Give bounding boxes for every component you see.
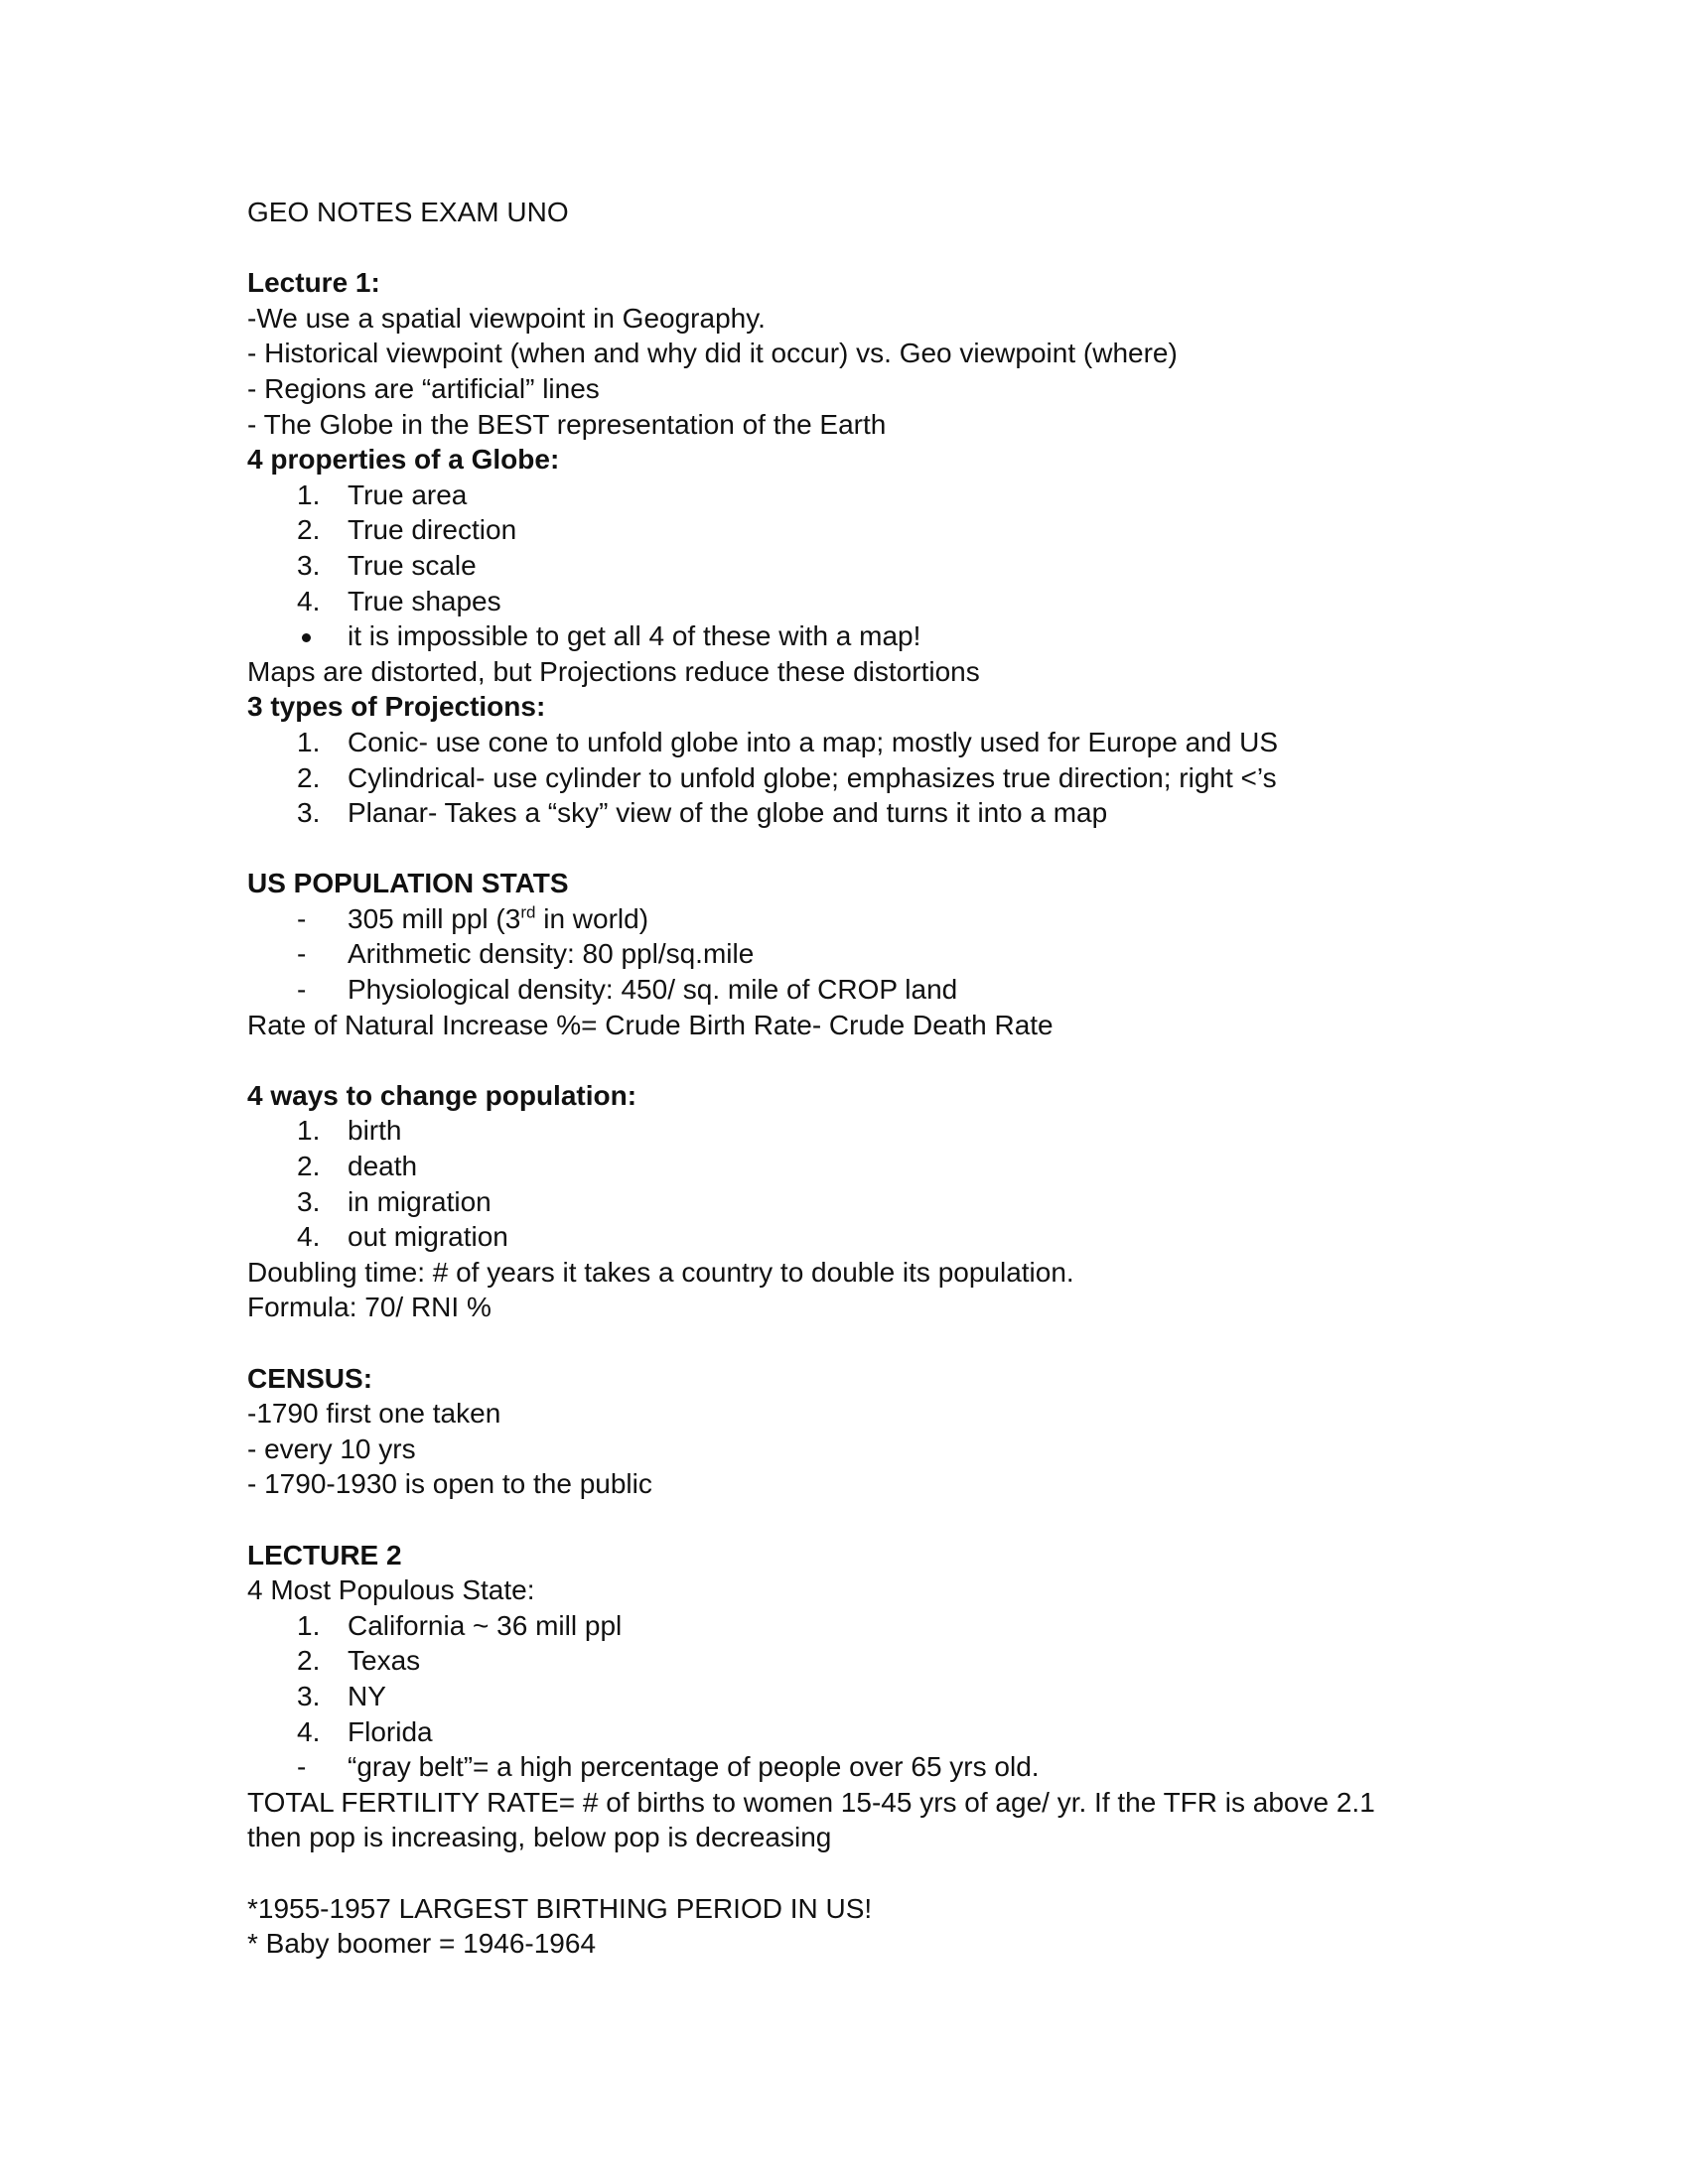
census-line: - every 10 yrs (247, 1433, 416, 1464)
list-item (247, 1608, 1488, 1644)
dash-marker: - (297, 902, 307, 934)
list-number: 1. (297, 726, 321, 757)
spacer (247, 831, 1488, 867)
us-population-heading: US POPULATION STATS (247, 868, 569, 899)
document-title: GEO NOTES EXAM UNO (247, 197, 569, 227)
census-line: - 1790-1930 is open to the public (247, 1468, 652, 1500)
bullet-icon (297, 618, 333, 654)
spacer (247, 230, 1488, 266)
population-change-way: death (348, 1151, 418, 1182)
census-heading: CENSUS: (247, 1362, 373, 1394)
projection-type: Conic- use cone to unfold globe into a map; mostly used for Europe and US (348, 726, 1278, 757)
bullet-item (247, 618, 1488, 654)
lecture1-line: - Historical viewpoint (when and why did it occur) vs. Geo viewpoint (where) (247, 338, 1178, 369)
lecture1-heading: Lecture 1: (247, 267, 380, 299)
list-number: 4. (297, 585, 321, 616)
stat-text: 305 mill ppl (3 (348, 902, 521, 934)
population-stat: Physiological density: 450/ sq. mile of CROP land (348, 974, 958, 1006)
state-item: Florida (348, 1715, 433, 1747)
list-number: 2. (297, 1151, 321, 1182)
population-change-way: out migration (348, 1221, 508, 1253)
tfr-line: TOTAL FERTILITY RATE= # of births to women 15-45 yrs of age/ yr. If the TFR is above 2.1 (247, 1786, 1375, 1818)
populous-heading: 4 Most Populous State: (247, 1574, 535, 1606)
globe-property: True direction (348, 514, 517, 546)
population-change-way: birth (348, 1115, 402, 1147)
gray-belt-note: “gray belt”= a high percentage of people over 65 yrs old. (348, 1751, 1040, 1783)
spacer (247, 1855, 1488, 1891)
projection-type: Planar- Takes a “sky” view of the globe and turns it into a map (348, 797, 1108, 829)
globe-property: True shapes (348, 585, 501, 616)
list-item (247, 478, 1488, 513)
list-item (247, 1643, 1488, 1679)
list-item (247, 512, 1488, 548)
birthing-period-line: *1955-1957 LARGEST BIRTHING PERIOD IN US! (247, 1892, 873, 1924)
baby-boomer-line: * Baby boomer = 1946-1964 (247, 1928, 597, 1960)
dash-marker: - (297, 974, 307, 1006)
list-number: 4. (297, 1221, 321, 1253)
spacer (247, 1042, 1488, 1078)
globe-property: True scale (348, 549, 477, 581)
dash-marker: - (297, 1751, 307, 1783)
lecture1-line: - The Globe in the BEST representation of the Earth (247, 408, 887, 440)
formula-line: Formula: 70/ RNI % (247, 1292, 492, 1323)
state-item: NY (348, 1680, 386, 1711)
list-number: 4. (297, 1715, 321, 1747)
lecture1-line: - Regions are “artificial” lines (247, 372, 600, 404)
rni-line: Rate of Natural Increase %= Crude Birth Rate- Crude Death Rate (247, 1009, 1054, 1040)
list-number: 1. (297, 1609, 321, 1641)
list-item (247, 725, 1488, 760)
list-number: 1. (297, 478, 321, 510)
list-item (247, 1149, 1488, 1184)
lecture1-line: -We use a spatial viewpoint in Geography. (247, 302, 766, 334)
list-number: 1. (297, 1115, 321, 1147)
list-item (247, 584, 1488, 619)
maps-line: Maps are distorted, but Projections reduce these distortions (247, 655, 980, 687)
list-item (247, 972, 1488, 1008)
list-item (247, 1113, 1488, 1149)
state-item: California ~ 36 mill ppl (348, 1609, 623, 1641)
census-line: -1790 first one taken (247, 1398, 501, 1430)
dash-marker: - (297, 938, 307, 970)
globe-note: it is impossible to get all 4 of these with a map! (348, 620, 921, 652)
ordinal-suffix: rd (520, 902, 536, 922)
list-item (247, 1714, 1488, 1750)
list-item (247, 1219, 1488, 1255)
change-population-heading: 4 ways to change population: (247, 1079, 637, 1111)
list-number: 2. (297, 1645, 321, 1677)
list-number: 3. (297, 1185, 321, 1217)
spacer (247, 1502, 1488, 1538)
list-number: 3. (297, 549, 321, 581)
state-item: Texas (348, 1645, 421, 1677)
population-stat (348, 901, 648, 937)
notes-page (247, 195, 1488, 1962)
population-change-way: in migration (348, 1185, 492, 1217)
list-item (247, 936, 1488, 972)
spacer (247, 1325, 1488, 1361)
globe-property: True area (348, 478, 468, 510)
list-number: 3. (297, 797, 321, 829)
lecture2-heading: LECTURE 2 (247, 1539, 402, 1570)
list-number: 3. (297, 1680, 321, 1711)
projection-type: Cylindrical- use cylinder to unfold globe; emphasizes true direction; right <’s (348, 761, 1277, 793)
list-item (247, 901, 1488, 937)
list-item (247, 1184, 1488, 1220)
tfr-line: then pop is increasing, below pop is decreasing (247, 1822, 832, 1853)
list-item (247, 760, 1488, 796)
population-stat: Arithmetic density: 80 ppl/sq.mile (348, 938, 755, 970)
list-item (247, 548, 1488, 584)
list-item (247, 1749, 1488, 1785)
doubling-time-line: Doubling time: # of years it takes a country to double its population. (247, 1256, 1074, 1288)
projections-heading: 3 types of Projections: (247, 691, 546, 723)
list-number: 2. (297, 761, 321, 793)
list-number: 2. (297, 514, 321, 546)
globe-properties-heading: 4 properties of a Globe: (247, 444, 560, 476)
stat-text: in world) (535, 902, 649, 934)
list-item (247, 1679, 1488, 1714)
list-item (247, 795, 1488, 831)
